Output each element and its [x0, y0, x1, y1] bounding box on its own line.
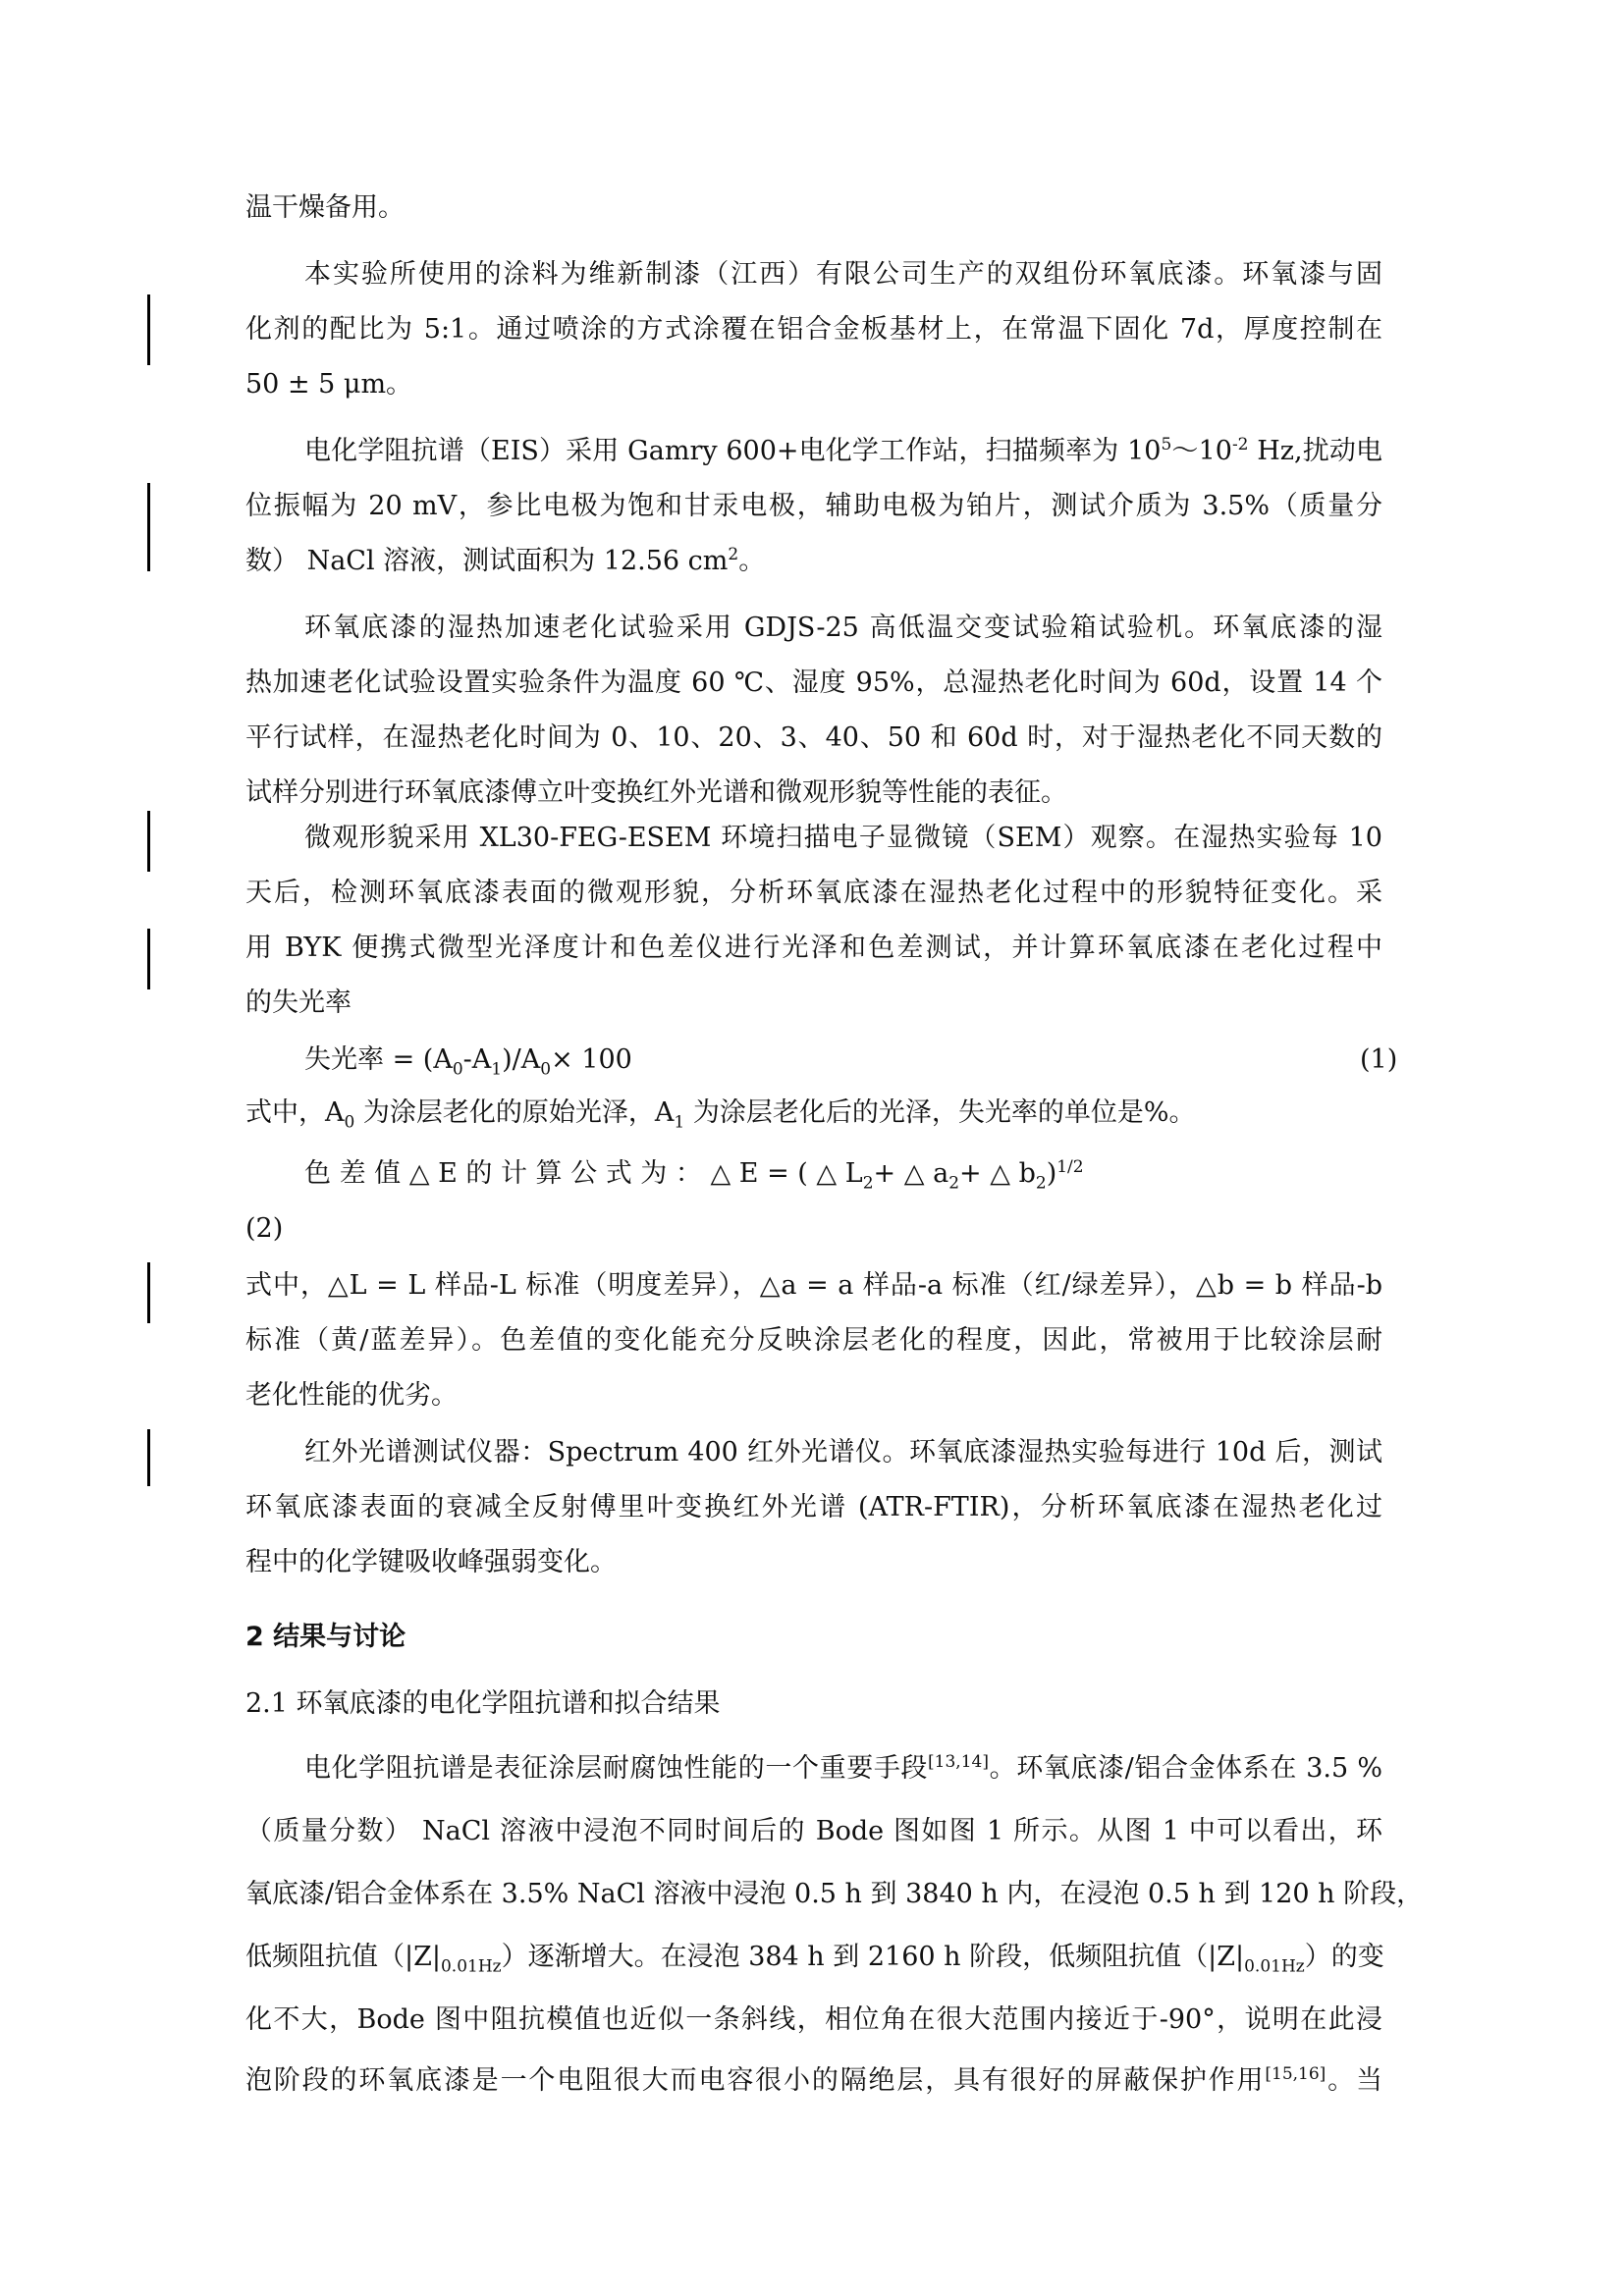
text-line: 氧底漆/铝合金体系在 3.5% NaCl 溶液中浸泡 0.5 h 到 3840 h 内，在浸泡 0.5 h 到 120 h 阶段，: [245, 1879, 1424, 1909]
paragraph-line: 电化学阻抗谱是表征涂层耐腐蚀性能的一个重要手段[13,14]。环氧底漆/铝合金体系在 3.5 %: [304, 1752, 1382, 1784]
revision-bar: [147, 294, 150, 365]
revision-bar: [147, 483, 150, 571]
text-line: 温干燥备用。: [245, 192, 405, 223]
text-line: 50 ± 5 μm。: [245, 369, 413, 400]
text-line: （质量分数） NaCl 溶液中浸泡不同时间后的 Bode 图如图 1 所示。从图 1 中可以看出，环: [245, 1816, 1382, 1846]
text-line: 老化性能的优劣。: [245, 1380, 458, 1411]
text-line: 标准（黄/蓝差异）。色差值的变化能充分反映涂层老化的程度，因此，常被用于比较涂层耐: [245, 1325, 1382, 1356]
text-line: 低频阻抗值$(|Z|_{0.01Hz})$逐渐增大。在浸泡 384 h 到 2160 h 阶段，低频阻抗值$(|Z|_{0.01Hz})$的变: [245, 1942, 1384, 1977]
revision-bar: [147, 929, 150, 989]
text-line: 试样分别进行环氧底漆傅立叶变换红外光谱和微观形貌等性能的表征。: [245, 777, 1067, 808]
equation-number: (2): [245, 1213, 284, 1244]
text-line: 的失光率: [245, 988, 352, 1018]
text-line: 泡阶段的环氧底漆是一个电阻很大而电容很小的隔绝层，具有很好的屏蔽保护作用[15,16]。当: [245, 2064, 1382, 2096]
equation-number: (1): [1360, 1044, 1398, 1075]
text-line: 程中的化学键吸收峰强弱变化。: [245, 1547, 617, 1577]
revision-bar: [147, 811, 150, 872]
paragraph-line: 本实验所使用的涂料为维新制漆（江西）有限公司生产的双组份环氧底漆。环氧漆与固: [304, 259, 1382, 290]
text-line: 位振幅为 20 mV，参比电极为饱和甘汞电极，辅助电极为铂片，测试介质为 3.5%（质量分: [245, 491, 1382, 521]
text-line: 式中，△L = L 样品-L 标准（明度差异），△a = a 样品-a 标准（红/绿差异），△b = b 样品-b: [245, 1270, 1382, 1301]
paragraph-line: 电化学阻抗谱（EIS）采用 Gamry 600+电化学工作站，扫描频率为 $10^5\sim 10^{-2}$ Hz,扰动电: [304, 435, 1383, 466]
paragraph-line: 微观形貌采用 XL30-FEG-ESEM 环境扫描电子显微镜（SEM）观察。在湿热实验每 10: [304, 823, 1382, 853]
text-line: 平行试样，在湿热老化时间为 0、10、20、3、40、50 和 60d 时，对于湿热老化不同天数的: [245, 722, 1382, 753]
revision-bar: [147, 1429, 150, 1486]
subsection-heading: 2.1 环氧底漆的电化学阻抗谱和拟合结果: [245, 1688, 721, 1719]
equation-2: 色 差 值 △ E 的 计 算 公 式 为 ： △ E = ( △ $L_2+$ △ $a_2+$ △ $b_2)^{1/2}$: [304, 1157, 1084, 1194]
paragraph-line: 红外光谱测试仪器：Spectrum 400 红外光谱仪。环氧底漆湿热实验每进行 10d 后，测试: [304, 1437, 1382, 1468]
section-heading: 2 结果与讨论: [245, 1622, 406, 1652]
text-line: 热加速老化试验设置实验条件为温度 60 ℃、湿度 95%，总湿热老化时间为 60d，设置 14 个: [245, 667, 1382, 698]
revision-bar: [147, 1262, 150, 1323]
text-line: 数） NaCl 溶液，测试面积为 12.56 $cm^2$。: [245, 545, 766, 576]
text-line: 用 BYK 便携式微型光泽度计和色差仪进行光泽和色差测试，并计算环氧底漆在老化过程中: [245, 933, 1382, 963]
text-line: 天后，检测环氧底漆表面的微观形貌，分析环氧底漆在湿热老化过程中的形貌特征变化。采: [245, 878, 1382, 908]
text-line: 式中，$A_0$ 为涂层老化的原始光泽，$A_1$ 为涂层老化后的光泽，失光率的单位是%。: [245, 1097, 1196, 1133]
text-line: 环氧底漆表面的衰减全反射傅里叶变换红外光谱 (ATR-FTIR)，分析环氧底漆在湿热老化过: [245, 1492, 1382, 1522]
paragraph-line: 环氧底漆的湿热加速老化试验采用 GDJS-25 高低温交变试验箱试验机。环氧底漆的湿: [304, 613, 1382, 643]
equation-1: 失光率 = $(A_0-A_1)/A_0\times 100$: [304, 1044, 632, 1080]
text-line: 化剂的配比为 5:1。通过喷涂的方式涂覆在铝合金板基材上，在常温下固化 7d，厚度控制在: [245, 314, 1382, 345]
text-line: 化不大，Bode 图中阻抗模值也近似一条斜线，相位角在很大范围内接近于-90°，说明在此浸: [245, 2004, 1382, 2035]
